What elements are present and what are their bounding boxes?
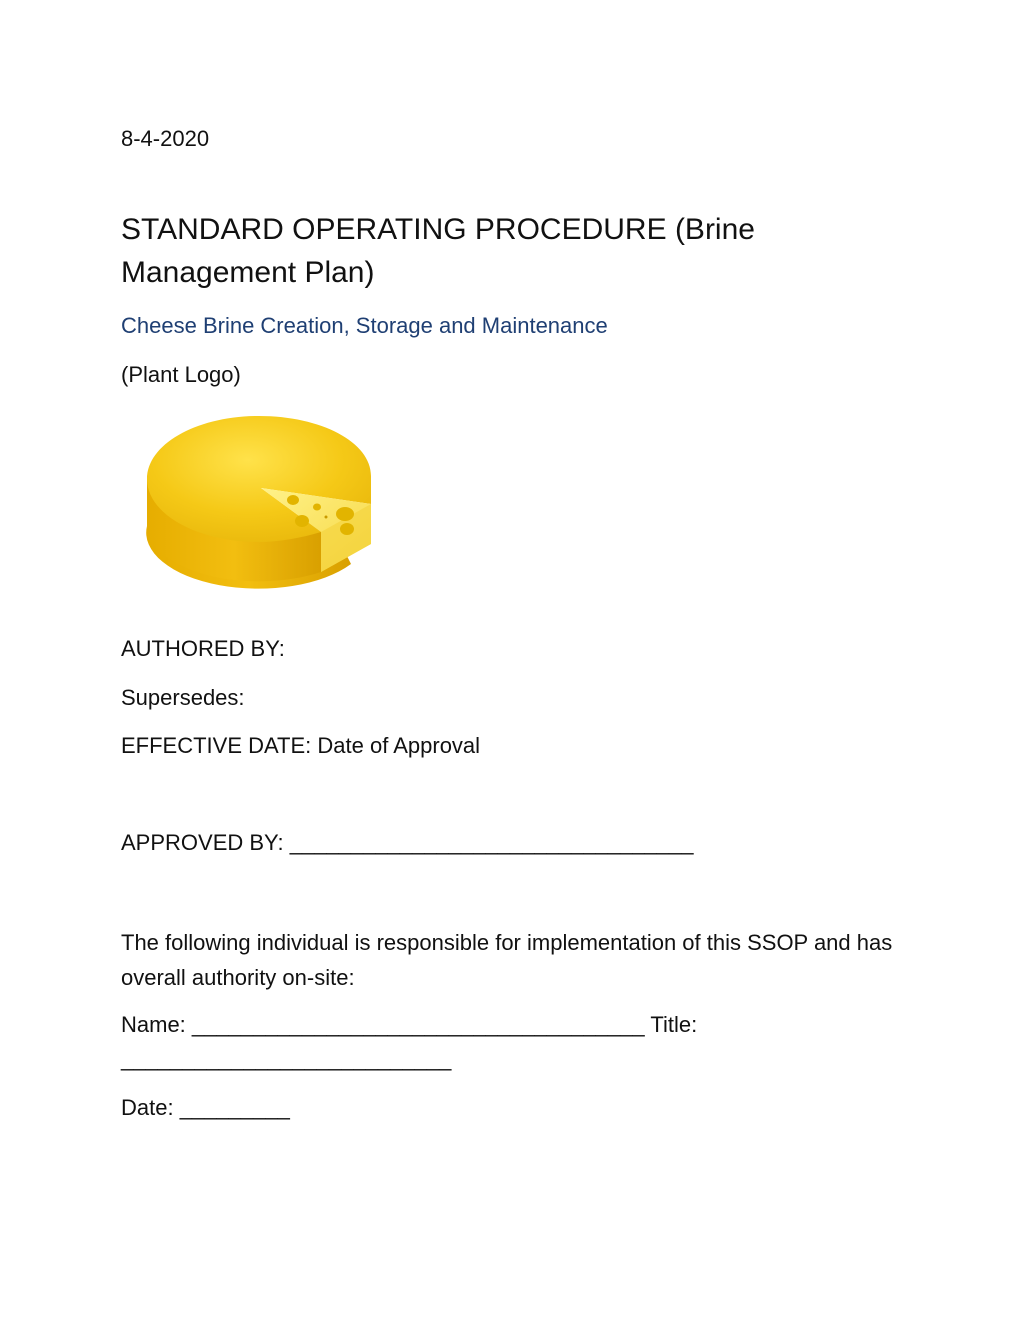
name-title-field[interactable]: Name: _____________________________________ Title: [121,1012,698,1037]
date-field[interactable]: Date: _________ [121,1095,290,1120]
logo-label: (Plant Logo) [121,362,241,387]
document-date: 8-4-2020 [121,126,210,151]
supersedes-label: Supersedes: [121,685,245,710]
approved-by-field[interactable]: APPROVED BY: _________________________________ [121,830,694,855]
effective-date-label: EFFECTIVE DATE: Date of Approval [121,733,481,758]
cheese-wheel-icon [121,404,398,612]
title-field-blank[interactable]: ___________________________ [121,1046,452,1071]
document-title: STANDARD OPERATING PROCEDURE (Brine Management Plan) [121,213,755,289]
responsibility-statement: The following individual is responsible for implementation of this SSOP and has overall authority on-site: [121,930,893,990]
document-subtitle: Cheese Brine Creation, Storage and Maintenance [121,313,608,338]
authored-by-label: AUTHORED BY: [121,636,285,661]
